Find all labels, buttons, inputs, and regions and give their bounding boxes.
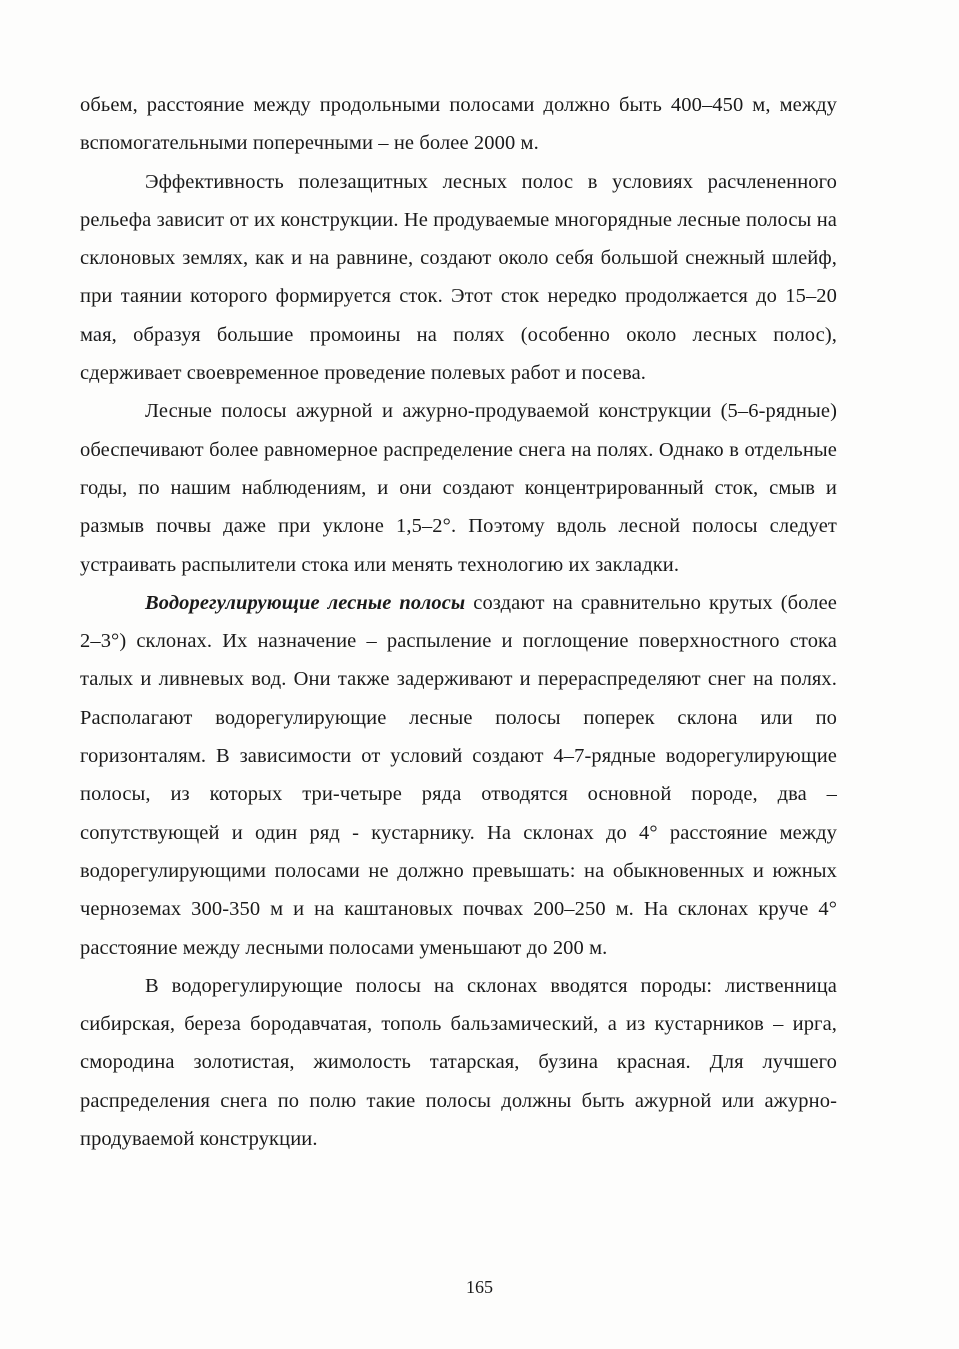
paragraph-3: Лесные полосы ажурной и ажурно-продуваемой конструкции (5–6-рядные) обеспечивают более равномерное распределение снега на полях. Однако в отдельные годы, по нашим наблюдениям, и они создают концентрированный сток, смыв и размыв почвы даже при уклоне 1,5–2°. Поэтому вдоль лесной полосы следует устраивать распылители стока или менять технологию их закладки. bbox=[80, 400, 837, 576]
paragraph-4-text: создают на сравнительно крутых (более 2–3°) склонах. Их назначение – распыление и поглощение поверхностного стока талых и ливневых вод. Они также задерживают и перераспределяют снег на полях. Располагают водорегулирующие лесные полосы поперек склона или по горизонталям. В зависимости от условий создают 4–7-рядные водорегулирующие полосы, из которых три-четыре ряда отводятся основной породе, два – сопутствующей и один ряд - кустарнику. На склонах до 4° расстояние между водорегулирующими полосами не должно превышать: на обыкновенных и южных черноземах 300-350 м и на каштановых почвах 200–250 м. На склонах круче 4° расстояние между лесными полосами уменьшают до 200 м. bbox=[80, 591, 837, 959]
body-text bbox=[80, 86, 837, 1158]
paragraph-1: обьем, расстояние между продольными полосами должно быть 400–450 м, между вспомогательными поперечными – не более 2000 м. bbox=[80, 94, 837, 155]
paragraph-4 bbox=[80, 584, 837, 967]
paragraph-5: В водорегулирующие полосы на склонах вводятся породы: лиственница сибирская, береза бородавчатая, тополь бальзамический, а из кустарников – ирга, смородина золотистая, жимолость татарская, бузина красная. Для лучшего распределения снега по полю такие полосы должны быть ажурной или ажурно-продуваемой конструкции. bbox=[80, 974, 837, 1151]
paragraph-2: Эффективность полезащитных лесных полос в условиях расчлененного рельефа зависит от их конструкции. Не продуваемые многорядные лесные полосы на склоновых землях, как и на равнине, создают около себя большой снежный шлейф, при таянии которого формируется сток. Этот сток нередко продолжается до 15–20 мая, образуя большие промоины на полях (особенно около лесных полос), сдерживает своевременное проведение полевых работ и посева. bbox=[80, 170, 837, 385]
paragraph-4-term: Водорегулирующие лесные полосы bbox=[145, 591, 466, 614]
page-number: 165 bbox=[466, 1277, 493, 1297]
